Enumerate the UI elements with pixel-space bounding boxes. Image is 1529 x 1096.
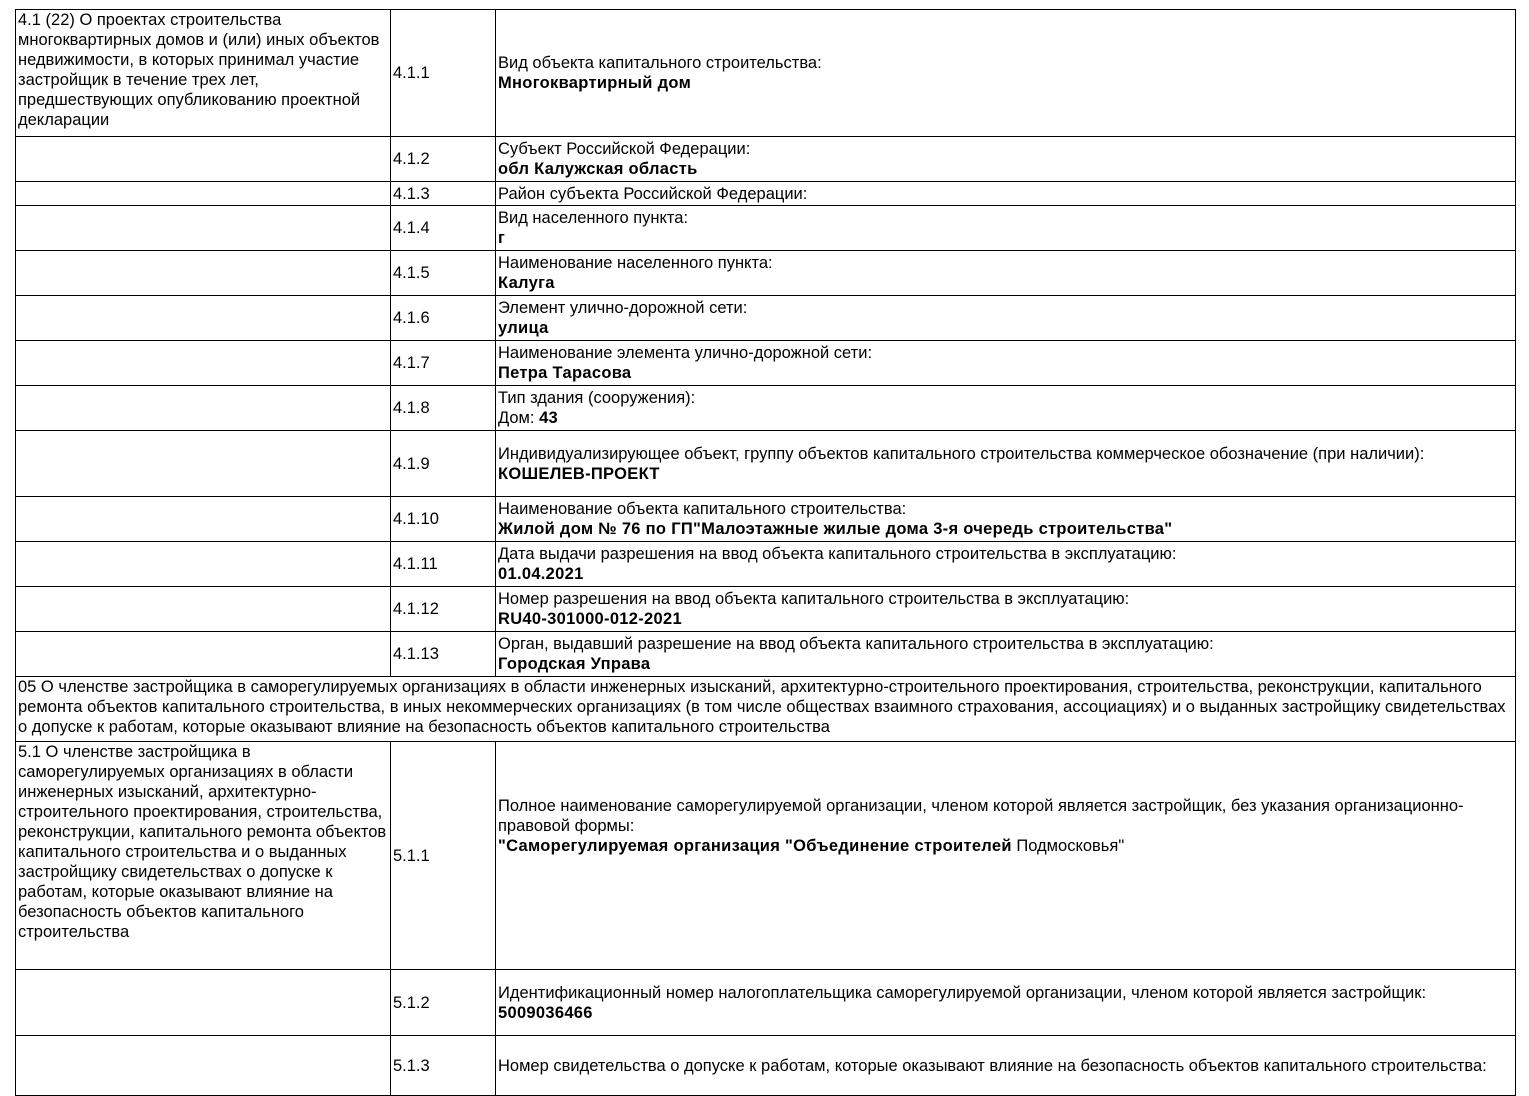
item-number: 4.1.10 bbox=[391, 497, 496, 542]
table-row bbox=[16, 497, 1516, 542]
item-value bbox=[498, 564, 1513, 584]
section-heading-cell bbox=[16, 1036, 391, 1096]
value-text: обл Калужская область bbox=[498, 160, 698, 178]
section-heading-cell bbox=[16, 497, 391, 542]
item-number: 4.1.2 bbox=[391, 137, 496, 182]
item-label: Наименование элемента улично-дорожной сети: bbox=[498, 344, 873, 362]
value-text: улица bbox=[498, 319, 549, 337]
section-heading-cell bbox=[16, 206, 391, 251]
value-text: Петра Тарасова bbox=[498, 364, 632, 382]
item-value bbox=[498, 73, 1513, 93]
item-label: Идентификационный номер налогоплательщика саморегулируемой организации, членом которой является застройщик: bbox=[498, 983, 1427, 1002]
item-content bbox=[496, 251, 1516, 296]
table-row bbox=[16, 182, 1516, 206]
table-row bbox=[16, 431, 1516, 497]
item-content bbox=[496, 1036, 1516, 1096]
item-number: 4.1.12 bbox=[391, 587, 496, 632]
item-content bbox=[496, 542, 1516, 587]
declaration-table bbox=[15, 9, 1516, 1096]
item-number: 4.1.11 bbox=[391, 542, 496, 587]
item-number: 5.1.2 bbox=[391, 970, 496, 1036]
table-row bbox=[16, 10, 1516, 137]
table-row bbox=[16, 542, 1516, 587]
item-content bbox=[496, 206, 1516, 251]
item-label: Дата выдачи разрешения на ввод объекта капитального строительства в эксплуатацию: bbox=[498, 545, 1177, 563]
item-value bbox=[498, 363, 1513, 383]
item-content bbox=[496, 386, 1516, 431]
item-content bbox=[496, 296, 1516, 341]
item-value bbox=[498, 464, 1513, 484]
item-content bbox=[496, 587, 1516, 632]
item-number: 4.1.1 bbox=[391, 10, 496, 137]
item-value bbox=[498, 159, 1513, 179]
item-value bbox=[498, 654, 1513, 674]
item-number: 5.1.1 bbox=[391, 742, 496, 970]
section-heading-cell bbox=[16, 386, 391, 431]
section-title: 05 О членстве застройщика в саморегулируемых организациях в области инженерных изысканий, архитектурно-строительного проектирования, строительства, реконструкции, капитального ремонта объектов капитального строительства, в иных некоммерческих организациях (в том числе обществах взаимного страхования, ассоциациях) и о выданных застройщику свидетельствах о допуске к работам, которые оказывают влияние на безопасность объектов капитального строительства bbox=[16, 677, 1516, 742]
value-text: г bbox=[498, 229, 506, 247]
section-heading-cell bbox=[16, 251, 391, 296]
value-text: 01.04.2021 bbox=[498, 565, 584, 583]
table-row bbox=[16, 137, 1516, 182]
item-label: Номер свидетельства о допуске к работам, которые оказывают влияние на безопасность объектов капитального строительства: bbox=[498, 1056, 1487, 1075]
table-row bbox=[16, 386, 1516, 431]
item-label: Вид населенного пункта: bbox=[498, 209, 689, 227]
table-row bbox=[16, 632, 1516, 677]
item-number: 4.1.5 bbox=[391, 251, 496, 296]
value-prefix: Дом: bbox=[498, 409, 540, 427]
section-heading-cell bbox=[16, 542, 391, 587]
value-text: 43 bbox=[539, 409, 559, 427]
item-content bbox=[496, 341, 1516, 386]
value-text: 5009036466 bbox=[498, 1003, 593, 1022]
section-heading-cell bbox=[16, 632, 391, 677]
item-number: 4.1.8 bbox=[391, 386, 496, 431]
table-row bbox=[16, 341, 1516, 386]
item-label: Номер разрешения на ввод объекта капитального строительства в эксплуатацию: bbox=[498, 590, 1130, 608]
item-content bbox=[496, 970, 1516, 1036]
table-row bbox=[16, 296, 1516, 341]
section-heading-cell bbox=[16, 587, 391, 632]
item-value bbox=[498, 836, 1513, 856]
item-label: Тип здания (сооружения): bbox=[498, 389, 696, 407]
item-label: Элемент улично-дорожной сети: bbox=[498, 299, 748, 317]
section-heading-cell bbox=[16, 296, 391, 341]
item-label: Наименование объекта капитального строительства: bbox=[498, 500, 907, 518]
table-row bbox=[16, 206, 1516, 251]
table-row bbox=[16, 742, 1516, 970]
item-content bbox=[496, 632, 1516, 677]
item-label: Субъект Российской Федерации: bbox=[498, 140, 751, 158]
item-number: 4.1.9 bbox=[391, 431, 496, 497]
section-heading-cell: 4.1 (22) О проектах строительства многоквартирных домов и (или) иных объектов недвижимости, в которых принимал участие застройщик в течение трех лет, предшествующих опубликованию проектной декларации bbox=[16, 10, 391, 137]
item-content bbox=[496, 431, 1516, 497]
item-value bbox=[498, 318, 1513, 338]
item-value bbox=[498, 609, 1513, 629]
item-value bbox=[498, 273, 1513, 293]
item-number: 4.1.7 bbox=[391, 341, 496, 386]
table-row bbox=[16, 1036, 1516, 1096]
table-row bbox=[16, 970, 1516, 1036]
value-text: Жилой дом № 76 по ГП"Малоэтажные жилые дома 3-я очередь строительства" bbox=[498, 520, 1173, 538]
item-label: Орган, выдавший разрешение на ввод объекта капитального строительства в эксплуатацию: bbox=[498, 635, 1214, 653]
value-text: "Саморегулируемая организация "Объединение строителей bbox=[498, 836, 1012, 855]
section-heading-cell bbox=[16, 137, 391, 182]
item-content bbox=[496, 742, 1516, 970]
value-text: КОШЕЛЕВ-ПРОЕКТ bbox=[498, 464, 660, 483]
section-heading-cell bbox=[16, 341, 391, 386]
item-number: 4.1.6 bbox=[391, 296, 496, 341]
item-content bbox=[496, 497, 1516, 542]
value-text: RU40-301000-012-2021 bbox=[498, 610, 682, 628]
value-text: Городская Управа bbox=[498, 655, 651, 673]
section-heading-cell: 5.1 О членстве застройщика в саморегулируемых организациях в области инженерных изысканий, архитектурно-строительного проектирования, строительства, реконструкции, капитального ремонта объектов капитального строительства и о выданных застройщику свидетельствах о допуске к работам, которые оказывают влияние на безопасность объектов капитального строительства bbox=[16, 742, 391, 970]
item-label: Индивидуализирующее объект, группу объектов капитального строительства коммерческое обозначение (при наличии): bbox=[498, 444, 1425, 463]
item-label: Район субъекта Российской Федерации: bbox=[498, 184, 808, 203]
item-value bbox=[498, 519, 1513, 539]
item-content bbox=[496, 137, 1516, 182]
item-label: Полное наименование саморегулируемой организации, членом которой является застройщик, без указания организационно-правовой формы: bbox=[498, 796, 1464, 835]
value-text: Многоквартирный дом bbox=[498, 74, 692, 92]
value-text: Калуга bbox=[498, 274, 555, 292]
table-row bbox=[16, 251, 1516, 296]
item-number: 5.1.3 bbox=[391, 1036, 496, 1096]
item-number: 4.1.4 bbox=[391, 206, 496, 251]
item-content bbox=[496, 10, 1516, 137]
section-heading-cell bbox=[16, 182, 391, 206]
section-heading-cell bbox=[16, 431, 391, 497]
value-tail: Подмосковья" bbox=[1011, 836, 1125, 855]
item-label: Наименование населенного пункта: bbox=[498, 254, 773, 272]
item-label: Вид объекта капитального строительства: bbox=[498, 54, 822, 72]
item-value bbox=[498, 408, 1513, 428]
table-row bbox=[16, 587, 1516, 632]
section-heading-cell bbox=[16, 970, 391, 1036]
section-title-row bbox=[16, 677, 1516, 742]
item-value bbox=[498, 1003, 1513, 1023]
item-number: 4.1.13 bbox=[391, 632, 496, 677]
item-content bbox=[496, 182, 1516, 206]
item-value bbox=[498, 228, 1513, 248]
item-number: 4.1.3 bbox=[391, 182, 496, 206]
